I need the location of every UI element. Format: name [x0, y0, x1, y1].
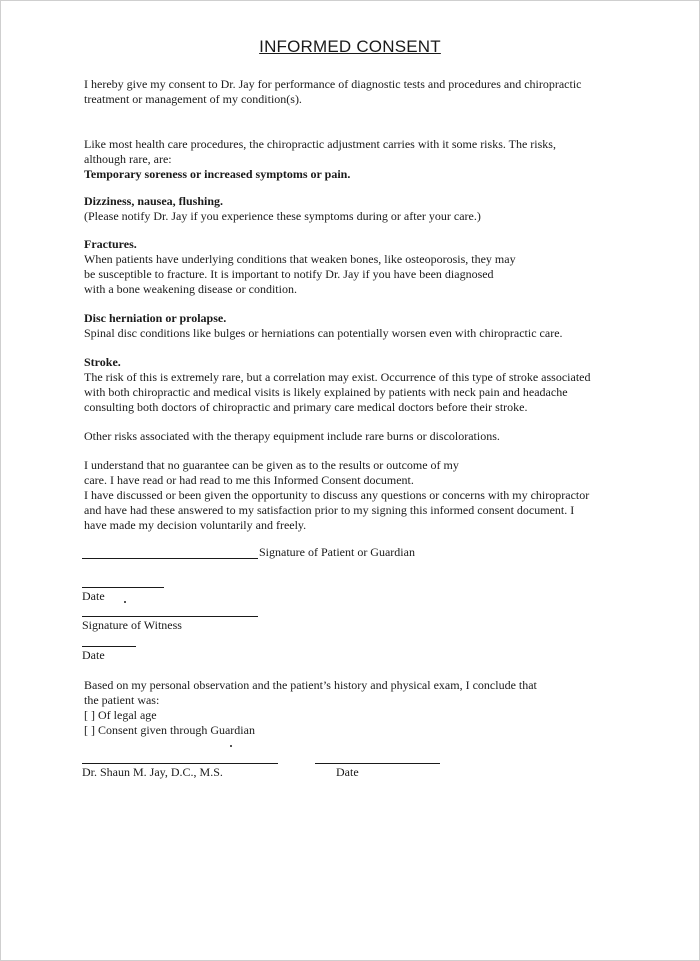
doctor-signature-line[interactable]	[82, 763, 278, 764]
doctor-date-label: Date	[336, 765, 359, 779]
risk-temporary-heading: Temporary soreness or increased symptoms or pain.	[84, 167, 351, 181]
dizziness-section	[84, 194, 481, 224]
date-line-2[interactable]	[82, 646, 136, 647]
text-line: care. I have read or had read to me this Informed Consent document.	[84, 473, 414, 487]
other-risks-paragraph	[84, 429, 500, 444]
date-line-1[interactable]	[82, 587, 164, 588]
stroke-heading: Stroke.	[84, 355, 121, 369]
speck-mark	[230, 745, 232, 747]
speck-mark	[124, 601, 126, 603]
patient-signature-label: Signature of Patient or Guardian	[259, 545, 415, 559]
text-line: be susceptible to fracture. It is important to notify Dr. Jay if you have been diagnosed	[84, 267, 494, 281]
fractures-heading: Fractures.	[84, 237, 137, 251]
observation-paragraph	[84, 678, 537, 738]
stroke-section	[84, 355, 591, 415]
text-line: Other risks associated with the therapy equipment include rare burns or discolorations.	[84, 429, 500, 443]
text-line: with both chiropractic and medical visits is likely explained by patients with neck pain and headache	[84, 385, 568, 399]
text-line: When patients have underlying conditions that weaken bones, like osteoporosis, they may	[84, 252, 516, 266]
text-line: treatment or management of my condition(s).	[84, 92, 302, 106]
text-line: Based on my personal observation and the patient’s history and physical exam, I conclude that	[84, 678, 537, 692]
document-title: INFORMED CONSENT	[259, 37, 441, 56]
text-line: The risk of this is extremely rare, but a correlation may exist. Occurrence of this type of stroke associated	[84, 370, 591, 384]
text-line: consulting both doctors of chiropractic and primary care medical doctors before their stroke.	[84, 400, 528, 414]
text-line: I hereby give my consent to Dr. Jay for performance of diagnostic tests and procedures and chiropractic	[84, 77, 582, 91]
text-line: although rare, are:	[84, 152, 172, 166]
text-line: have made my decision voluntarily and freely.	[84, 518, 307, 532]
dizziness-heading: Dizziness, nausea, flushing.	[84, 194, 224, 208]
text-line: and have had these answered to my satisfaction prior to my signing this informed consent document. I	[84, 503, 575, 517]
patient-signature-line[interactable]	[82, 558, 258, 559]
witness-signature-line[interactable]	[82, 616, 258, 617]
understanding-paragraph	[84, 458, 589, 533]
checkbox-legal-age[interactable]: [ ] Of legal age	[84, 708, 157, 722]
text-line: with a bone weakening disease or condition.	[84, 282, 297, 296]
disc-section	[84, 311, 563, 341]
consent-paragraph	[84, 77, 582, 107]
disc-heading: Disc herniation or prolapse.	[84, 311, 227, 325]
text-line: Like most health care procedures, the chiropractic adjustment carries with it some risks. The risks,	[84, 137, 556, 151]
doctor-name-label: Dr. Shaun M. Jay, D.C., M.S.	[82, 765, 223, 779]
date-label-2: Date	[82, 648, 105, 662]
doctor-date-line[interactable]	[315, 763, 440, 764]
text-line: (Please notify Dr. Jay if you experience these symptoms during or after your care.)	[84, 209, 481, 223]
text-line: Spinal disc conditions like bulges or herniations can potentially worsen even with chiropractic care.	[84, 326, 563, 340]
text-line: the patient was:	[84, 693, 160, 707]
fractures-section	[84, 237, 516, 297]
risks-intro-paragraph	[84, 137, 556, 182]
witness-signature-label: Signature of Witness	[82, 618, 182, 632]
checkbox-guardian[interactable]: [ ] Consent given through Guardian	[84, 723, 255, 737]
date-label-1: Date	[82, 589, 105, 603]
text-line: I have discussed or been given the opportunity to discuss any questions or concerns with my chiropractor	[84, 488, 590, 502]
text-line: I understand that no guarantee can be given as to the results or outcome of my	[84, 458, 459, 472]
